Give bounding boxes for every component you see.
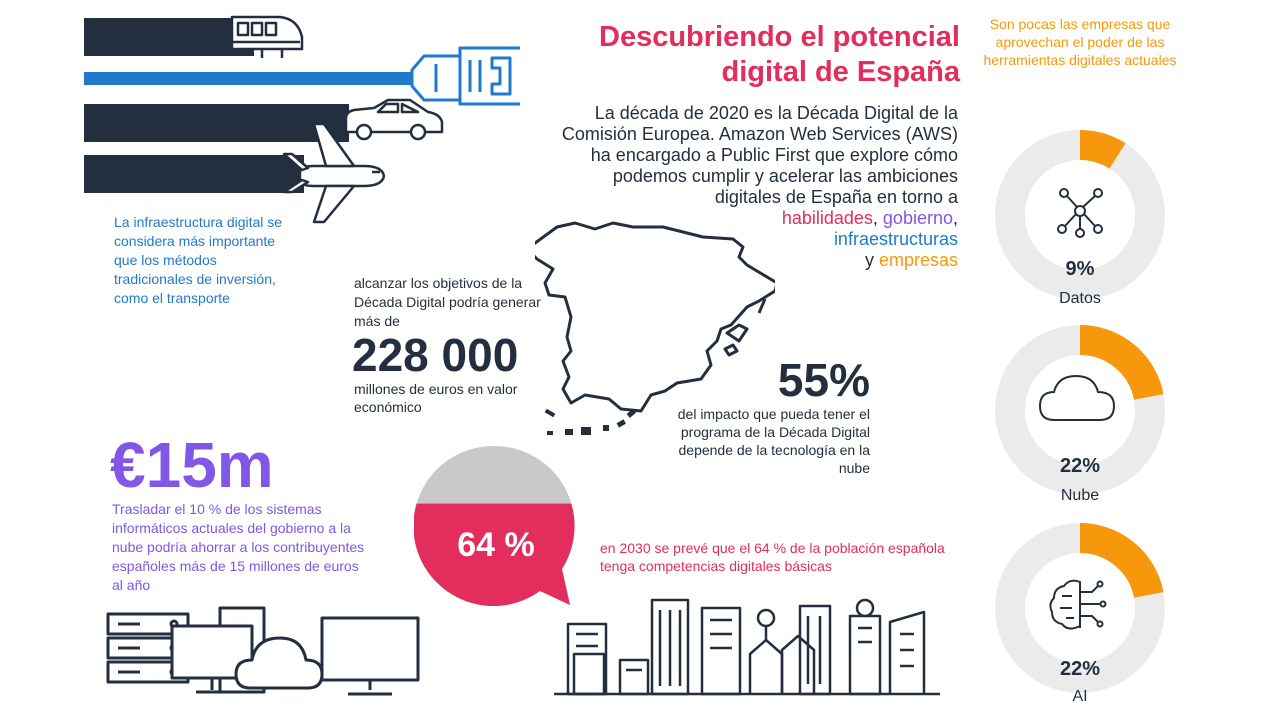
donut-percent: 9% bbox=[1065, 258, 1095, 280]
savings-text: Trasladar el 10 % de los sistemas informáticos actuales del gobierno a la nube podría ahorrar a los contribuyentes españoles más de 15 millones de euros al año bbox=[112, 501, 365, 593]
donut-label: Datos bbox=[1059, 290, 1101, 307]
building-icon bbox=[652, 600, 688, 694]
intro-line-3: ha encargado a Public First que explore cómo bbox=[590, 145, 958, 165]
keyword-infraestructuras: infraestructuras bbox=[833, 229, 958, 249]
city-skyline-illustration bbox=[554, 594, 940, 700]
speed-band-car bbox=[84, 104, 349, 142]
speed-band-train bbox=[84, 18, 254, 56]
skills-text: en 2030 se prevé que el 64 % de la población española tenga competencias digitales básicas bbox=[600, 540, 945, 574]
monitor-icon bbox=[322, 618, 418, 694]
skills-value: 64 % bbox=[457, 526, 535, 564]
goal-subtext: millones de euros en valor económico bbox=[354, 381, 518, 415]
building-icon bbox=[702, 608, 740, 694]
intro-line-5: digitales de España en torno a bbox=[714, 187, 958, 207]
cable-band bbox=[84, 72, 424, 85]
building-icon bbox=[850, 600, 880, 694]
donut-label: AI bbox=[1072, 688, 1088, 705]
infrastructure-text: La infraestructura digital se considera más importante que los métodos tradicionales de inversión, como el transporte bbox=[114, 214, 283, 306]
donut-percent: 22% bbox=[1059, 658, 1101, 680]
page-title bbox=[560, 20, 960, 90]
balearic-island bbox=[727, 325, 747, 341]
donut-percent: 22% bbox=[1059, 455, 1101, 477]
cloud-impact-text: del impacto que pueda tener el programa de la Década Digital depende de la tecnología en la nube bbox=[677, 406, 870, 476]
building-icon bbox=[890, 612, 924, 694]
it-systems-illustration bbox=[100, 604, 430, 700]
keyword-habilidades: habilidades bbox=[781, 208, 873, 228]
keyword-empresas: empresas bbox=[878, 250, 958, 270]
intro-line-2: Comisión Europea. Amazon Web Services (AWS) bbox=[561, 124, 958, 144]
building-icon bbox=[750, 610, 814, 694]
intro-line-4: podemos cumplir y acelerar las ambiciones bbox=[612, 166, 958, 186]
network-nodes-icon bbox=[1058, 189, 1102, 237]
keyword-gobierno: gobierno bbox=[882, 208, 953, 228]
donut-label: Nube bbox=[1060, 487, 1100, 504]
goal-value: 228 000 bbox=[352, 329, 519, 381]
transport-illustration bbox=[0, 0, 520, 230]
ethernet-plug-icon bbox=[412, 48, 520, 104]
cloud-impact-value: 55% bbox=[777, 354, 870, 406]
intro-and: y bbox=[864, 250, 879, 270]
spain-outline bbox=[535, 223, 775, 411]
building-icon bbox=[568, 624, 606, 694]
balearic-island bbox=[725, 345, 737, 355]
building-icon bbox=[620, 660, 648, 694]
intro-line-1: La década de 2020 es la Década Digital de la bbox=[594, 103, 958, 123]
canary-islands bbox=[545, 409, 636, 435]
side-heading: Son pocas las empresas que aprovechan el poder de las herramientas digitales actuales bbox=[983, 16, 1177, 68]
car-icon bbox=[346, 100, 442, 139]
intro-separator-2: , bbox=[952, 208, 958, 228]
savings-value: €15m bbox=[110, 429, 274, 501]
cloud-icon bbox=[1040, 376, 1114, 420]
speed-band-plane bbox=[84, 155, 304, 193]
title-line-2: digital de España bbox=[721, 56, 960, 88]
intro-separator-1: , bbox=[872, 208, 883, 228]
goal-text: alcanzar los objetivos de la Década Digital podría generar más de bbox=[354, 275, 541, 329]
title-line-1: Descubriendo el potencial bbox=[599, 21, 960, 53]
skills-bubble bbox=[414, 446, 584, 608]
brain-circuit-icon bbox=[1050, 581, 1105, 629]
